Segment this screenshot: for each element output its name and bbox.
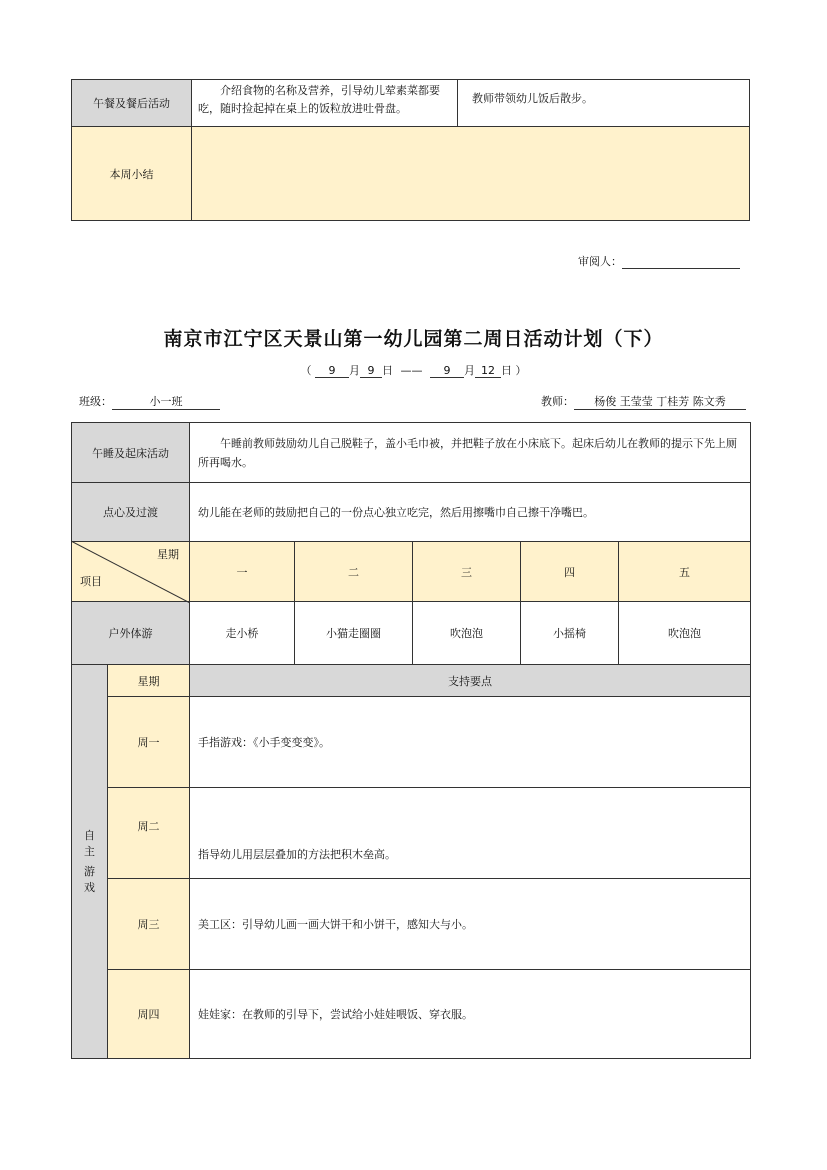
nap-content: 午睡前教师鼓励幼儿自己脱鞋子，盖小毛巾被，并把鞋子放在小床底下。起床后幼儿在教师的提示下先上厕所再喝水。 [190,423,751,483]
free-play-day-2: 周二 [108,788,190,879]
class-label: 班级： [79,395,112,408]
outdoor-game-1: 走小桥 [190,602,295,665]
support-col-header: 支持要点 [190,665,751,697]
item-header: 项目 [80,574,102,588]
summary-label: 本周小结 [72,127,192,221]
outdoor-label: 户外体游 [72,602,190,665]
weekday-col-header: 星期 [108,665,190,697]
reviewer-label: 审阅人： [578,255,622,268]
free-play-day-3: 周三 [108,879,190,970]
day-4: 四 [521,542,619,602]
date-range: （ 9 月 9 日 —— 9 月 12 日 ） [300,364,527,377]
end-month: 9 [430,364,464,378]
day-3: 三 [413,542,521,602]
lunch-content-2: 教师带领幼儿饭后散步。 [458,80,750,127]
main-table [71,422,751,1059]
reviewer-signature-field[interactable] [622,256,740,269]
date-dash: —— [400,364,423,377]
teacher-label: 教师： [541,395,574,408]
day-5: 五 [619,542,751,602]
page-title: 南京市江宁区天景山第一幼儿园第二周日活动计划（下） [163,328,664,350]
day-2: 二 [295,542,413,602]
free-play-content-2: 指导幼儿用层层叠加的方法把积木垒高。 [190,788,751,879]
free-play-day-1: 周一 [108,697,190,788]
header-diagonal-line [71,541,190,603]
free-play-content-1: 手指游戏：《小手变变变》。 [190,697,751,788]
free-play-day-4: 周四 [108,970,190,1059]
snack-label: 点心及过渡 [72,483,190,542]
reviewer [578,253,740,269]
lunch-label: 午餐及餐后活动 [72,80,192,127]
outdoor-game-5: 吹泡泡 [619,602,751,665]
end-day: 12 [475,364,501,378]
start-day: 9 [360,364,382,378]
class-value: 小一班 [112,393,220,410]
week-header: 星期 [157,547,179,561]
summary-content [192,127,750,221]
class-info [79,393,220,410]
nap-label: 午睡及起床活动 [72,423,190,483]
free-play-label: 自 主 游 戏 [72,665,108,1059]
teacher-info [541,393,746,410]
outdoor-game-2: 小猫走圈圈 [295,602,413,665]
outdoor-game-4: 小摇椅 [521,602,619,665]
start-month: 9 [315,364,349,378]
snack-content: 幼儿能在老师的鼓励把自己的一份点心独立吃完，然后用擦嘴巾自己擦干净嘴巴。 [190,483,751,542]
day-1: 一 [190,542,295,602]
free-play-content-3: 美工区：引导幼儿画一画大饼干和小饼干，感知大与小。 [190,879,751,970]
top-table [71,79,750,221]
outdoor-game-3: 吹泡泡 [413,602,521,665]
free-play-content-4: 娃娃家：在教师的引导下，尝试给小娃娃喂饭、穿衣服。 [190,970,751,1059]
teacher-value: 杨俊 王莹莹 丁桂芳 陈文秀 [574,393,746,410]
lunch-content-1: 介绍食物的名称及营养，引导幼儿荤素菜都要吃，随时捡起掉在桌上的饭粒放进吐骨盘。 [192,80,458,127]
